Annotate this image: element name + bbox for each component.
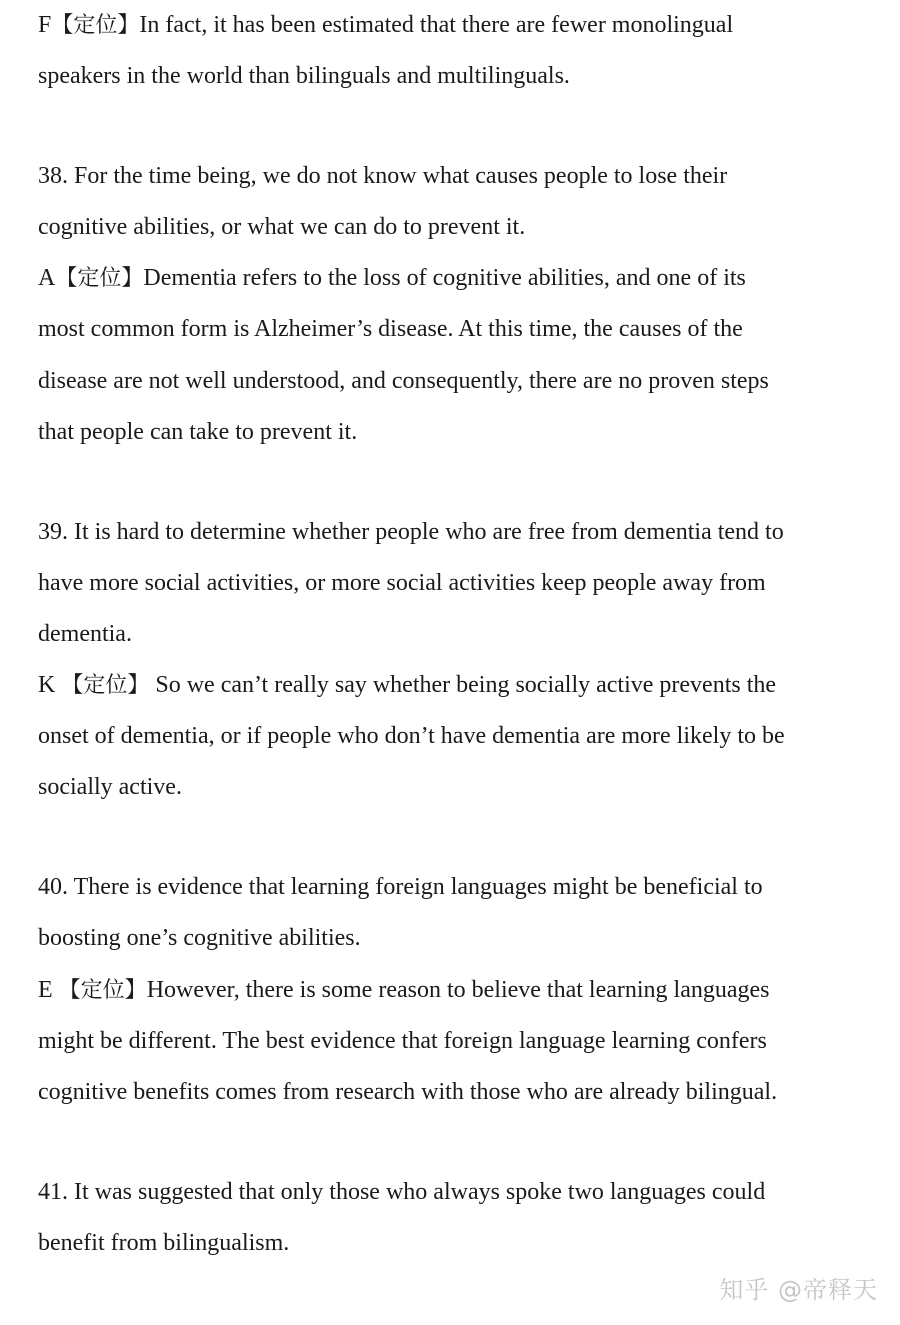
question-38-line-1: 38. For the time being, we do not know what causes people to lose their (38, 162, 728, 189)
locate-tag: 【定位】 (51, 13, 140, 38)
question-38-line-2: cognitive abilities, or what we can do to prevent it. (38, 214, 526, 241)
answer-f-line-1 (38, 0, 868, 51)
locate-tag: 【定位】 (61, 673, 150, 699)
answer-e-line-3: cognitive benefits comes from research with those who are already bilingual. (38, 1078, 778, 1105)
locate-tag: 【定位】 (55, 266, 144, 292)
answer-e-line-1 (38, 965, 868, 1016)
answer-text: Dementia refers to the loss of cognitive abilities, and one of its (143, 265, 746, 292)
answer-a-line-1 (38, 253, 868, 304)
document-page (38, 0, 868, 1269)
answer-k-line-2: onset of dementia, or if people who don’t have dementia are more likely to be (38, 723, 785, 750)
answer-letter: E (38, 976, 53, 1003)
answer-a-line-3: disease are not well understood, and consequently, there are no proven steps (38, 367, 769, 394)
answer-e-line-2: might be different. The best evidence that foreign language learning confers (38, 1027, 767, 1054)
answer-letter: K (38, 672, 56, 699)
answer-letter: F (38, 12, 52, 38)
answer-letter: A (38, 265, 56, 292)
locate-tag: 【定位】 (58, 977, 147, 1003)
watermark: 知乎 @帝释天 (719, 1276, 878, 1304)
answer-text: So we can’t really say whether being socially active prevents the (149, 672, 777, 699)
answer-text: However, there is some reason to believe that learning languages (146, 976, 770, 1003)
answer-a-line-4: that people can take to prevent it. (38, 418, 358, 445)
answer-text: In fact, it has been estimated that there are fewer monolingual (139, 12, 734, 38)
question-39-line-2: have more social activities, or more social activities keep people away from (38, 569, 766, 596)
question-40-line-2: boosting one’s cognitive abilities. (38, 925, 361, 952)
question-41-line-2: benefit from bilingualism. (38, 1229, 290, 1256)
answer-f-line-2: speakers in the world than bilinguals and multilinguals. (38, 63, 570, 90)
question-39-line-3: dementia. (38, 620, 132, 647)
question-41-line-1: 41. It was suggested that only those who always spoke two languages could (38, 1178, 766, 1205)
question-40-line-1: 40. There is evidence that learning foreign languages might be beneficial to (38, 874, 763, 901)
answer-k-line-1 (38, 660, 868, 711)
question-39-line-1: 39. It is hard to determine whether people who are free from dementia tend to (38, 518, 784, 545)
answer-k-line-3: socially active. (38, 774, 182, 801)
answer-a-line-2: most common form is Alzheimer’s disease. At this time, the causes of the (38, 316, 743, 343)
